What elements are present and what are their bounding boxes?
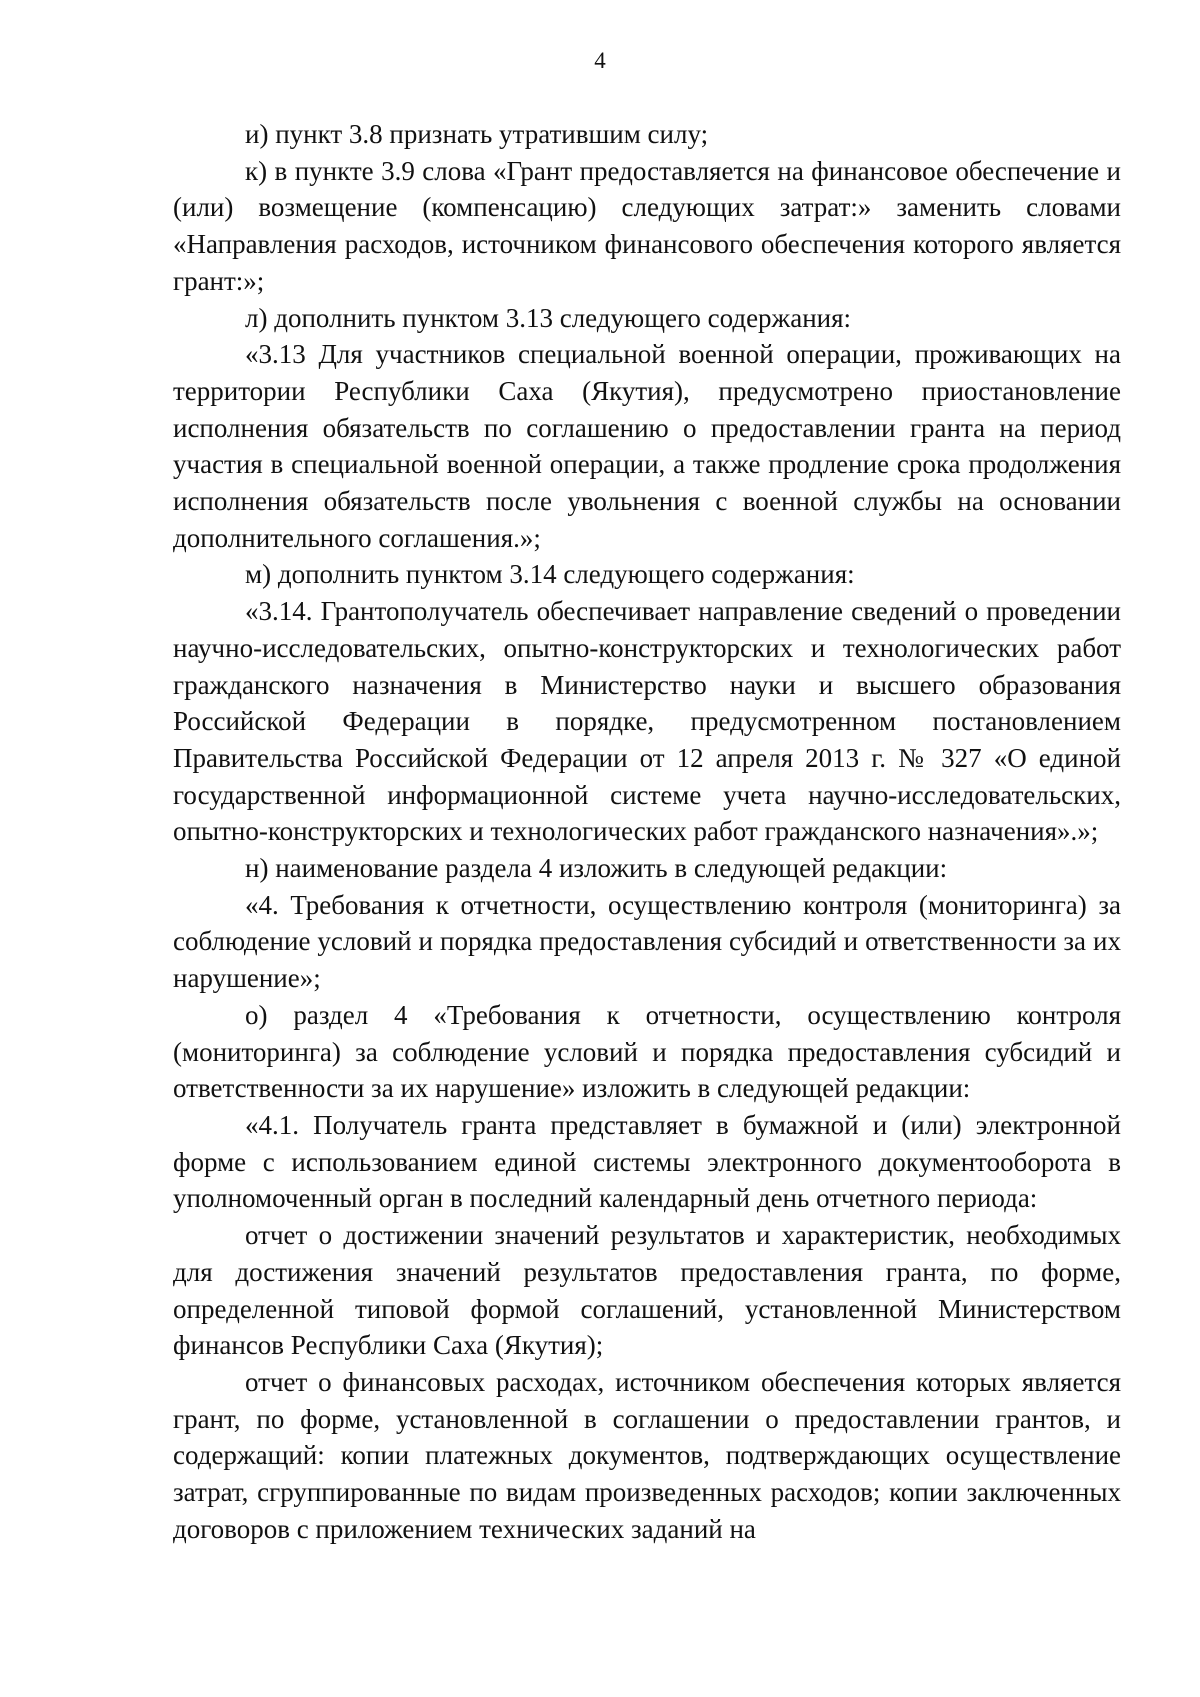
paragraph-4-1: «4.1. Получатель гранта представляет в бумажной и (или) электронной форме с использованием единой системы электронного документооборота в уполномоченный орган в последний календарный день отчетного периода:: [173, 1109, 1121, 1214]
paragraph-report-finance: отчет о финансовых расходах, источником обеспечения которых является грант, по форме, установленной в соглашении о предоставлении грантов, и содержащий: копии платежных документов, подтверждающих осуществление затрат, сгруппированные по видам произведенных расходов; копии заключенных договоров с приложением технических заданий на: [173, 1366, 1121, 1544]
paragraph-3-13: «3.13 Для участников специальной военной операции, проживающих на территории Республики Саха (Якутия), предусмотрено приостановление исполнения обязательств по соглашению о предоставлении гранта на период участия в специальной военной операции, а также продление срока продолжения исполнения обязательств после увольнения с военной службы на основании дополнительного соглашения.»;: [173, 339, 1121, 553]
paragraph-k: к) в пункте 3.9 слова «Грант предоставляется на финансовое обеспечение и (или) возмещение (компенсацию) следующих затрат:» заменить словами «Направления расходов, источником финансового обеспечения которого является грант:»;: [173, 155, 1121, 296]
paragraph-section-4-title: «4. Требования к отчетности, осуществлению контроля (мониторинга) за соблюдение условий и порядка предоставления субсидий и ответственности за их нарушение»;: [173, 889, 1121, 994]
paragraph-o: о) раздел 4 «Требования к отчетности, осуществлению контроля (мониторинга) за соблюдение условий и порядка предоставления субсидий и ответственности за их нарушение» изложить в следующей редакции:: [173, 999, 1121, 1104]
paragraph-i: и) пункт 3.8 признать утратившим силу;: [245, 119, 709, 149]
paragraph-report-results: отчет о достижении значений результатов и характеристик, необходимых для достижения значений результатов предоставления гранта, по форме, определенной типовой формой соглашений, установленной Министерством финансов Республики Саха (Якутия);: [173, 1220, 1121, 1361]
paragraph-m: м) дополнить пунктом 3.14 следующего содержания:: [245, 559, 855, 590]
page-number: 4: [594, 48, 606, 73]
paragraph-n: н) наименование раздела 4 изложить в следующей редакции:: [245, 853, 948, 884]
document-body: [173, 116, 1121, 1547]
paragraph-3-14: «3.14. Грантополучатель обеспечивает направление сведений о проведении научно-исследовательских, опытно-конструкторских и технологических работ гражданского назначения в Министерство науки и высшего образования Российской Федерации в порядке, предусмотренном постановлением Правительства Российской Федерации от 12 апреля 2013 г. № 327 «О единой государственной информационной системе учета научно-исследовательских, опытно-конструкторских и технологических работ гражданского назначения».»;: [173, 596, 1121, 847]
paragraph-l: л) дополнить пунктом 3.13 следующего содержания:: [245, 302, 852, 333]
